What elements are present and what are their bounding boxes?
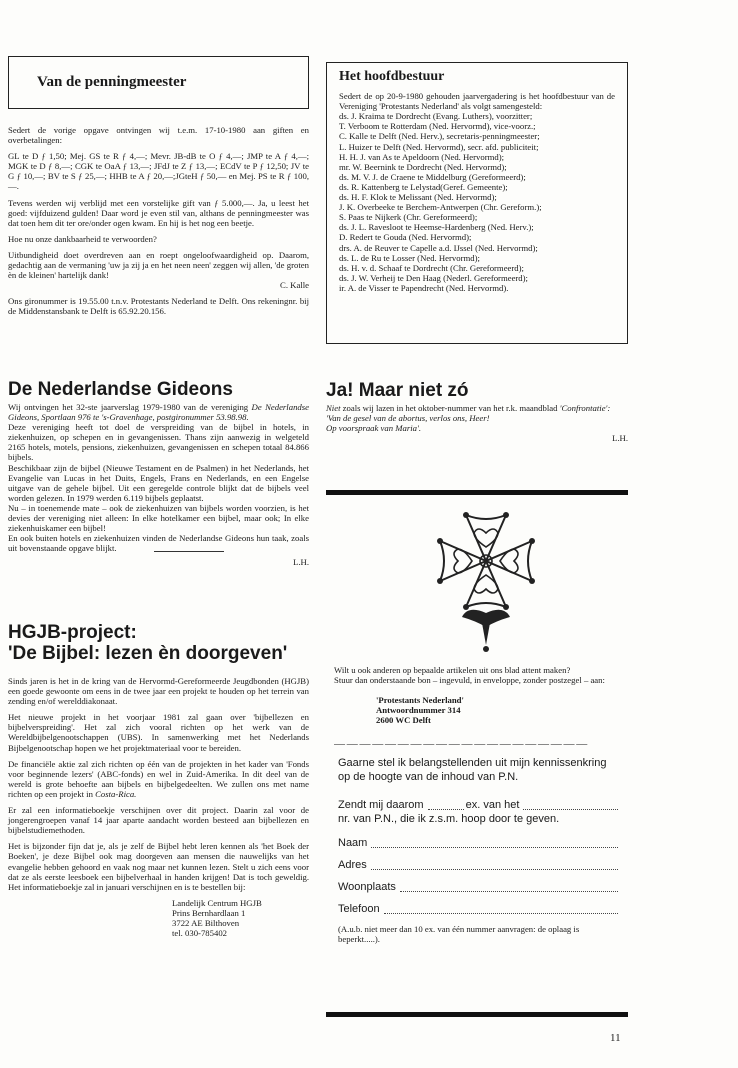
coupon-field-input[interactable] [400,891,618,892]
hoofdbestuur-member: ds. J. L. Ravesloot te Heemse-Hardenberg (Ned. Herv.); [339,222,534,233]
hgjb-address-line: Landelijk Centrum HGJB [172,897,262,908]
gideons-title: De Nederlandse Gideons [8,379,233,400]
hoofdbestuur-title: Het hoofdbestuur [339,69,445,84]
hgjb-p5: Het is bijzonder fijn dat je, als je zelf de Bijbel hebt leren kennen als 'het Boek der Boeken', je deze Bijbel ook mag doorgeven aan mensen die nauwelijks van het evangelie hebben gehoord en vaak nog maar net kunnen lezen. Stelt u zich eens voor dat ze als eerste leesboek een bijbelverhaal in handen krijgen! Dat is toch geweldig. Het informatieboekje zal in januari verschijnen en is te bestellen bij: [8,841,309,892]
hoofdbestuur-member: S. Paas te Nijkerk (Chr. Gereformeerd); [339,212,478,223]
hgjb-section [8,622,309,938]
hoofdbestuur-member: ds. H. v. d. Schaaf te Dordrecht (Chr. Gereformeerd); [339,262,524,273]
hoofdbestuur-member-list [339,111,615,293]
hoofdbestuur-member: ds. H. F. Klok te Melissant (Ned. Hervormd); [339,192,497,203]
coupon-intro2: Stuur dan onderstaande bon – ingevuld, in enveloppe, zonder postzegel – aan: [334,675,605,686]
hgjb-title-line2: 'De Bijbel: lezen èn doorgeven' [8,643,288,664]
hgjb-p1: Sinds jaren is het in de kring van de Hervormd-Gereformeerde Jeugdbonden (HGJB) een goede gewoonte om eens in de twee jaar een projekt te houden op het terrein van zending en/of werelddiakonaat. [8,676,309,707]
penningmeester-title-box [8,56,309,109]
gideons-section [8,380,309,568]
ja-section [326,381,628,443]
hoofdbestuur-member: ds. J. Kraima te Dordrecht (Evang. Luthers), voorzitter; [339,111,533,122]
coupon-cut-line: — — — — — — — — — — — — — — — — — — — — [334,739,587,750]
hoofdbestuur-member: H. H. J. van As te Apeldoorn (Ned. Hervormd); [339,151,505,162]
coupon-address-line: Antwoordnummer 314 [376,705,461,716]
penningmeester-p5: Uitbundigheid doet overdreven aan en roept ongeloofwaardigheid op. Daarom, gedachtig aan de vermaning 'uw ja zij ja en het neen neen' zeggen wij allen, 'de groten èn de kleinen' hartelijk dank! [8,249,309,281]
penningmeester-gifts: GL te D ƒ 1,50; Mej. GS te R ƒ 4,—; Mevr. JB-dB te O ƒ 4,—; JMP te A ƒ 4,—; MGK te D ƒ 8,—; CGK te OaA ƒ 13,—; JFdJ te Z ƒ 13,—; ECdV te P ƒ 12,50; JV te G ƒ 10,—; BV te S ƒ 25,—; HHB te A ƒ 20,—;JGteH ƒ 50,— en Mej. PS te R ƒ 100,—. [8,151,309,192]
coupon-field-row [338,836,620,850]
hgjb-p3-country: Costa-Rica. [95,788,137,799]
coupon-note: (A.u.b. niet meer dan 10 ex. van één nummer aanvragen: de oplaag is beperkt.....). [338,923,580,944]
penningmeester-section [8,56,309,317]
hgjb-p4: Er zal een informatieboekje verschijnen over dit project. Daarin zal voor de jongerengroepen vanaf 14 jaar aparte aandacht worden besteed aan bijbellezen en bijbelstudiemethoden. [8,805,309,836]
coupon-field-label: Telefoon [338,902,380,915]
coupon-address-line: 2600 WC Delft [376,715,431,726]
gideons-p1 [8,402,309,422]
penningmeester-p4: Hoe nu onze dankbaarheid te verwoorden? [8,233,157,244]
hgjb-address-line: 3722 AE Bilthoven [172,917,240,928]
coupon-field-label: Woonplaats [338,880,396,893]
ja-quote [326,413,628,433]
hgjb-p2: Het nieuwe projekt in het voorjaar 1981 zal gaan over 'bijbellezen en bijbelverspreiding'. Het zal zich vooral richten op het werk van de Wereldbijbelgenootschappen (UBS). In samenwerking met het Nederlands Bijbelgenootschap hopen we het projektmateriaal voor te bereiden. [8,712,309,753]
gideons-p2: Deze vereniging heeft tot doel de verspreiding van de bijbel in hotels, in ziekenhuizen, op schepen en in gevangenissen. Thans zijn aanwezig in welgeteld 2165 hotels, motels, pensions, ziekenhuizen, gevangenissen en schepen totaal 84.866 bijbels. [8,422,309,463]
gideons-p5: En ook buiten hotels en ziekenhuizen vinden de Nederlandse Gideons hun taak, zoals uit bovenstaande opgave blijkt. [8,533,309,554]
coupon-field-row [338,902,620,916]
gideons-divider [154,551,224,552]
penningmeester-signature: C. Kalle [280,280,309,291]
penningmeester-body [8,125,309,317]
coupon-emblem-wrap [334,495,620,665]
coupon-order-line2: nr. van P.N., die ik z.s.m. hoop door te geven. [338,812,560,825]
hoofdbestuur-member: ir. A. de Visser te Papendrecht (Ned. Hervormd). [339,282,509,293]
ja-p1 [326,403,628,413]
gideons-p1-address: De Nederlandse Gideons, Sportlaan 976 te 's-Gravenhage, postgironummer 53.98.98. [8,402,309,423]
hoofdbestuur-member: mr. W. Beernink te Dordrecht (Ned. Hervormd); [339,161,507,172]
hgjb-p3 [8,759,309,799]
hgjb-title-line1: HGJB-project: [8,622,137,643]
coupon-address-line: 'Protestants Nederland' [376,695,464,706]
hoofdbestuur-member: ds. R. Kattenberg te Lelystad(Geref. Gemeente); [339,181,508,192]
penningmeester-p3: Tevens werden wij verblijd met een vorstelijke gift van ƒ 5.000,—. Ja, u leest het goed: vijfduizend gulden! Daar word je even stil van, althans de penningmeester was dat toen hem dit ter ore/onder ogen kwam. En hij is het nog een beetje. [8,197,309,228]
hgjb-p3-text: De financiële aktie zal zich richten op één van de projekten in het kader van 'Fonds voor beginnende lezers' (ABC-fonds) en wel in Zuid-Amerika. In dit deel van de wereld is grote behoefte aan bijbels en bijbelgedeelten. We zullen ons met name richten op een projekt in [8,758,309,799]
ja-p1-niet: Niet [326,403,341,413]
ja-signature: L.H. [612,433,628,444]
coupon-box [326,490,628,1017]
hoofdbestuur-member: ds. M. V. J. de Craene te Middelburg (Gereformeerd); [339,171,526,182]
ja-title: Ja! Maar niet zó [326,380,469,401]
coupon-order-label1: Zendt mij daarom [338,798,424,811]
coupon-address [376,695,620,725]
coupon-intro: Wilt u ook anderen op bepaalde artikelen uit ons blad attent maken? [334,665,571,675]
coupon-issue-field[interactable] [523,809,618,810]
coupon-order-label2: ex. van het [465,798,520,811]
coupon-field-label: Naam [338,836,368,849]
gideons-signature: L.H. [293,557,309,568]
hoofdbestuur-member: C. Kalle te Delft (Ned. Herv.), secretaris-penningmeester; [339,131,540,142]
coupon-fields [334,836,620,916]
huguenot-cross-emblem [426,501,546,661]
coupon-form [334,756,620,944]
page-number: 11 [610,1032,621,1044]
penningmeester-accounts: Ons gironummer is 19.55.00 t.n.v. Protestants Nederland te Delft. Ons rekeningnr. bij de Middenstansbank te Delft is 65.92.20.156. [8,296,309,317]
coupon-field-input[interactable] [371,847,618,848]
ja-p1-magazine: 'Confrontatie': [559,403,611,413]
coupon-order-line [334,798,620,812]
hoofdbestuur-intro: Sedert de op 20-9-1980 gehouden jaarvergadering is het hoofdbestuur van de Vereniging 'Protestants Nederland' als volgt samengesteld: [339,91,615,112]
hoofdbestuur-member: drs. A. de Reuver te Capelle a.d. IJssel (Ned. Hervormd); [339,242,538,253]
hoofdbestuur-box [326,62,628,344]
ja-p1-text: zoals wij lazen in het oktober-nummer van het r.k. maandblad [342,403,558,413]
gideons-p4: Nu – in toenemende mate – ook de ziekenhuizen van bijbels worden voorzien, is het devies der vereniging niet alleen: In elke hotelkamer een bijbel, maar ook; In elke ziekenhuiskamer een bijbel! [8,502,309,534]
gideons-p3: Beschikbaar zijn de bijbel (Nieuwe Testament en de Psalmen) in het Nederlands, het Evangelie van Lucas in het Duits, Engels, Frans en Nederlands, en een Engelse uitgave van de gehele bijbel. Uit een geregelde controle blijkt dat de bijbels veel worden gelezen. In 1979 werden 6.119 bijbels geplaatst. [8,462,309,503]
coupon-field-input[interactable] [384,913,618,914]
hoofdbestuur-member: L. Huizer te Delft (Ned. Hervormd), secr. afd. publiciteit; [339,141,539,152]
ja-quote-line: 'Van de gesel van de abortus, verlos ons, Heer! [326,413,490,424]
hgjb-address [172,898,309,938]
gideons-p1-intro: Wij ontvingen het 32-ste jaarverslag 1979-1980 van de vereniging [8,402,249,412]
ja-quote-line: Op voorspraak van Maria'. [326,423,421,434]
hoofdbestuur-member: ds. L. de Ru te Losser (Ned. Hervormd); [339,252,480,263]
hgjb-address-line: tel. 030-785402 [172,928,228,939]
penningmeester-p1: Sedert de vorige opgave ontvingen wij t.e.m. 17-10-1980 aan giften en overbetalingen: [8,125,309,146]
coupon-field-label: Adres [338,858,367,871]
coupon-quantity-field[interactable] [428,809,464,810]
hoofdbestuur-member: J. K. Overbeeke te Berchem-Antwerpen (Chr. Gereform.); [339,202,542,213]
hgjb-address-line: Prins Bernhardlaan 1 [172,907,246,918]
hoofdbestuur-member: ds. J. W. Verheij te Den Haag (Nederl. Gereformeerd); [339,272,528,283]
coupon-field-input[interactable] [371,869,618,870]
hoofdbestuur-member: D. Redert te Gouda (Ned. Hervormd); [339,232,472,243]
hoofdbestuur-member: T. Verboom te Rotterdam (Ned. Hervormd), vice-voorz.; [339,121,536,132]
coupon-field-row [338,858,620,872]
coupon-form-intro: Gaarne stel ik belangstellenden uit mijn kennissenkring op de hoogte van de inhoud van P.N. [338,756,607,783]
coupon-field-row [338,880,620,894]
penningmeester-title: Van de penningmeester [37,74,187,91]
